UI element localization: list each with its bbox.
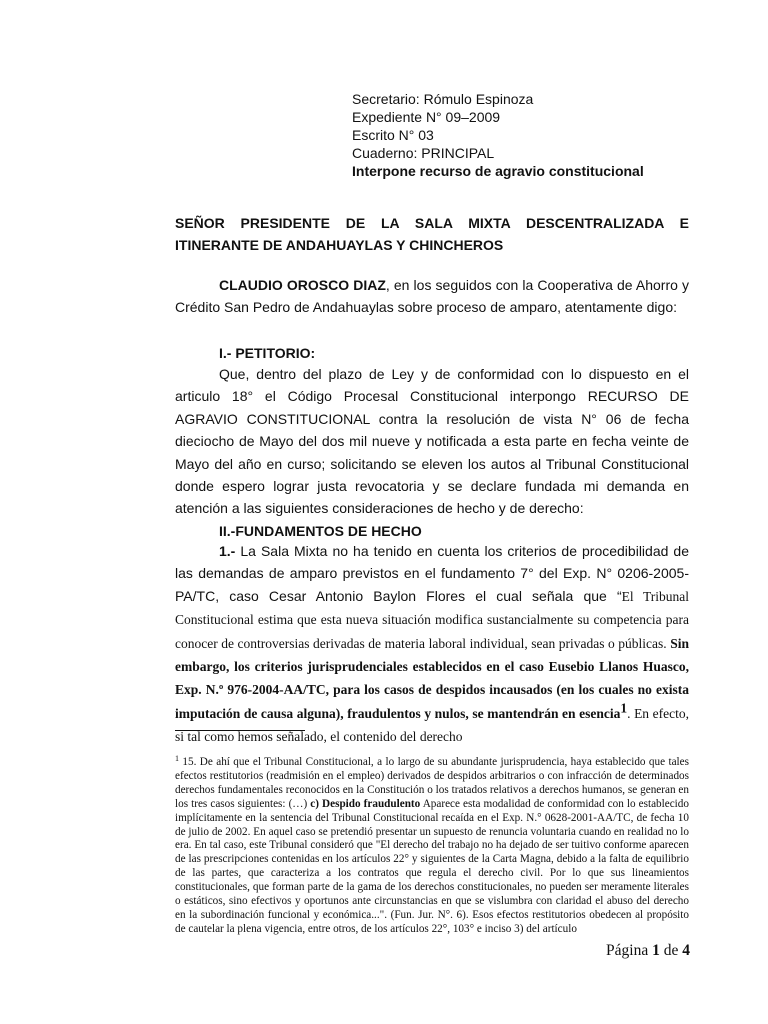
sumilla-line: Interpone recurso de agravio constitucional bbox=[352, 163, 644, 179]
footnote-separator bbox=[175, 730, 305, 731]
footnote bbox=[175, 756, 689, 937]
footnote-mark: 1 bbox=[175, 754, 179, 763]
page-middle: de bbox=[659, 942, 683, 959]
secretario-line: Secretario: Rómulo Espinoza bbox=[352, 91, 534, 107]
page-number bbox=[606, 942, 690, 960]
fundamento-1-paragraph bbox=[175, 540, 689, 749]
footnote-reference[interactable]: 1 bbox=[620, 700, 628, 716]
fundamento-text: La Sala Mixta no ha tenido en cuenta los criterios de procedibilidad de las demandas de amparo previstos en el fundamento 7° del Exp. N° 0206-2005-PA/TC, caso Cesar Antonio Baylon Flores el cual señala que “ bbox=[175, 543, 689, 604]
petitioner-name: CLAUDIO OROSCO DIAZ bbox=[219, 277, 386, 293]
petitorio-body: Que, dentro del plazo de Ley y de conformidad con lo dispuesto en el articulo 18° el Código Procesal Constitucional interpongo RECURSO DE AGRAVIO CONSTITUCIONAL contra la resolución de vista N° 06 de fecha dieciocho de Mayo del dos mil nueve y notificada a esta parte en fecha veinte de Mayo del año en curso; solicitando se eleven los autos al Tribunal Constitucional donde espero lograr justa revocatoria y se declare fundada mi demanda en atención a las siguientes consideraciones de hecho y de derecho: bbox=[175, 366, 689, 517]
escrito-line: Escrito N° 03 bbox=[352, 127, 434, 143]
page-current: 1 bbox=[652, 942, 660, 959]
footnote-bold: c) Despido fraudulento bbox=[310, 797, 421, 810]
addressee-heading: SEÑOR PRESIDENTE DE LA SALA MIXTA DESCENTRALIZADA E ITINERANTE DE ANDAHUAYLAS Y CHINCHEROS bbox=[175, 215, 689, 253]
cuaderno-line: Cuaderno: PRINCIPAL bbox=[352, 145, 495, 161]
page-total: 4 bbox=[682, 942, 690, 959]
item-number: 1.- bbox=[219, 543, 236, 559]
quote-tail: . En efecto, si tal como hemos señalado, el contenido del derecho bbox=[175, 705, 689, 745]
intro-text: , en los seguidos con la Cooperativa de Ahorro y Crédito San Pedro de Andahuaylas sobre proceso de amparo, atentamente digo: bbox=[175, 277, 689, 316]
expediente-line: Expediente N° 09–2009 bbox=[352, 109, 501, 125]
page-prefix: Página bbox=[606, 942, 653, 959]
footnote-text-a: 15. De ahí que el Tribunal Constitucional, a lo largo de su abundante jurisprudencia, haya establecido que tales efectos restitutorios (readmisión en el empleo) derivados de despidos arbitrarios o con infracción de determinados derechos fundamentales reconocidos en la Constitución o los tratados relativos a derechos humanos, se generan en los tres casos siguientes: (…) bbox=[175, 756, 689, 810]
quote-plain: El Tribunal Constitucional estima que esta nueva situación modifica sustancialmente su competencia para conocer de controversias derivadas de materia laboral individual, sean privadas o públicas. bbox=[175, 588, 689, 651]
petitorio-heading: I.- PETITORIO: bbox=[219, 345, 316, 361]
intro-paragraph bbox=[175, 274, 689, 319]
quote-bold: Sin embargo, los criterios jurisprudenciales establecidos en el caso Eusebio Llanos Huasco, Exp. N.º 976-2004-AA/TC, para los casos de despidos incausados (en los cuales no exista imputación de causa alguna), fraudulentos y nulos, se mantendrán en esencia bbox=[175, 635, 689, 721]
footnote-text-b: Aparece esta modalidad de conformidad con lo establecido implícitamente en la sentencia del Tribunal Constitucional recaída en el Exp. N.° 0628-2001-AA/TC, de fecha 10 de julio de 2002. En aquel caso se pretendió presentar un supuesto de renuncia voluntaria cuando en realidad no lo era. En tal caso, este Tribunal consideró que "El derecho del trabajo no ha dejado de ser tuitivo conforme aparecen de las prescripciones contenidas en los artículos 22° y siguientes de la Carta Magna, debido a la falta de equilibrio de las partes, que caracteriza a los contratos que regula el derecho civil. Por lo que sus lineamientos constitucionales, que forman parte de la gama de los derechos constitucionales, no pueden ser meramente literales o estáticos, sino efectivos y oportunos ante circunstancias en que se vislumbra con claridad el abuso del derecho en la subordinación funcional y económica...". (Fun. Jur. N°. 6). Esos efectos restitutorios obedecen al propósito de cautelar la plena vigencia, entre otros, de los artículos 22°, 103° e inciso 3) del artículo bbox=[175, 797, 689, 935]
case-header bbox=[352, 90, 644, 180]
fundamentos-heading: II.-FUNDAMENTOS DE HECHO bbox=[219, 523, 422, 539]
